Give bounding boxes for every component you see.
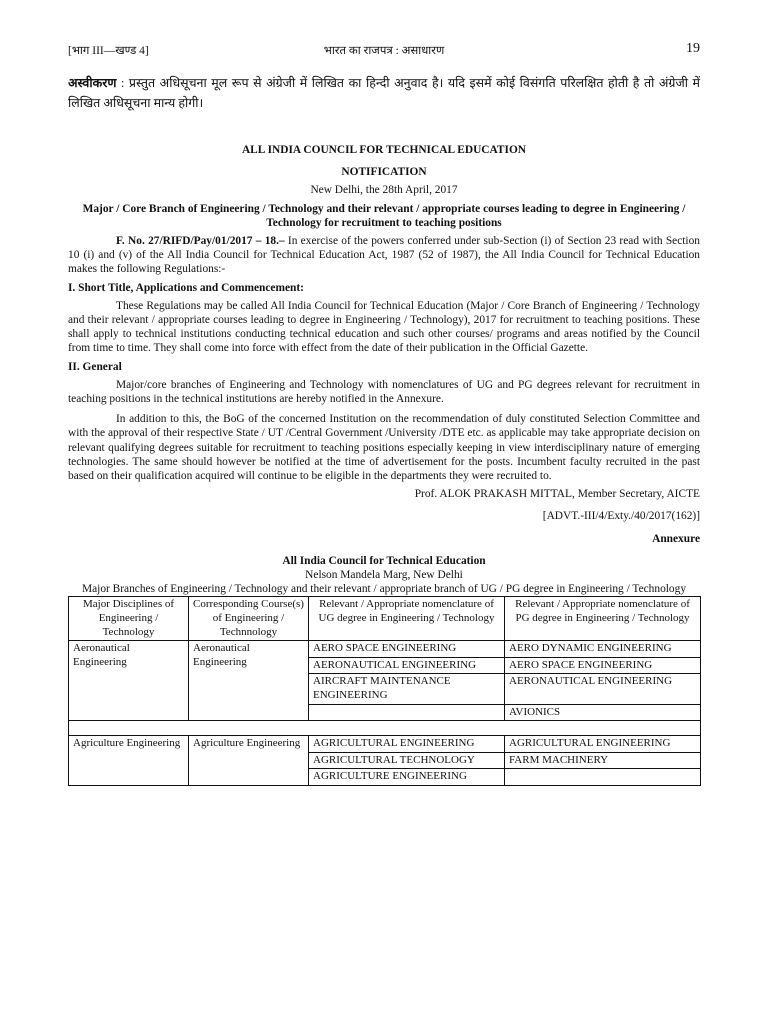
discipline-cell: Agriculture Engineering <box>69 736 189 786</box>
table-row <box>69 641 701 658</box>
page-number: 19 <box>686 41 700 56</box>
pg-cell: AERO DYNAMIC ENGINEERING <box>505 641 701 658</box>
course-cell: Aeronautical Engineering <box>189 641 309 721</box>
pg-cell: AERONAUTICAL ENGINEERING <box>505 674 701 704</box>
file-number: F. No. 27/RIFD/Pay/01/2017 – 18.– <box>116 235 285 248</box>
pg-cell: AERO SPACE ENGINEERING <box>505 657 701 674</box>
column-header: Relevant / Appropriate nomenclature of PG degree in Engineering / Technology <box>505 597 701 641</box>
section-2-heading: II. General <box>68 360 122 373</box>
section-1-heading: I. Short Title, Applications and Commencement: <box>68 281 304 294</box>
table-row <box>69 736 701 753</box>
org-heading: ALL INDIA COUNCIL FOR TECHNICAL EDUCATION <box>241 144 527 156</box>
section-1-text: These Regulations may be called All India Council for Technical Education (Major / Core Branch of Engineering / Technology and their relevant / appropriate courses leading to degree in Engineering / Technology), 2017 for recruitment to teaching positions. These shall apply to technical institutions conducting technical education and such other courses/ programs and areas notified by the Council from time to time. They shall come into force with effect from the date of their publication in the Official Gazette. <box>68 299 700 355</box>
annexure-label: Annexure <box>652 532 700 545</box>
column-header: Relevant / Appropriate nomenclature of UG degree in Engineering / Technology <box>309 597 505 641</box>
table-header-row <box>69 597 701 641</box>
preamble-text: In exercise of the powers conferred under sub-Section (i) of Section 23 read with Section 10 (i) and (v) of the All India Council for Technical Education Act, 1987 (52 of 1987), the All India Council for Technical Education makes the following Regulations:- <box>68 235 700 276</box>
pg-cell: AVIONICS <box>505 704 701 721</box>
signatory: Prof. ALOK PRAKASH MITTAL, Member Secretary, AICTE <box>414 488 700 501</box>
pg-cell: AGRICULTURAL ENGINEERING <box>505 736 701 753</box>
advt-number: [ADVT.-III/4/Exty./40/2017(162)] <box>542 510 700 523</box>
annexure-table <box>68 596 701 786</box>
ug-cell: AGRICULTURE ENGINEERING <box>309 769 505 786</box>
ug-cell: AERONAUTICAL ENGINEERING <box>309 657 505 674</box>
part-label: [भाग III—खण्ड 4] <box>68 45 149 57</box>
ug-cell: AIRCRAFT MAINTENANCE ENGINEERING <box>309 674 505 704</box>
date-line: New Delhi, the 28th April, 2017 <box>310 184 458 197</box>
discipline-cell: Aeronautical Engineering <box>69 641 189 721</box>
column-header: Major Disciplines of Engineering / Technology <box>69 597 189 641</box>
section-2-para-2: In addition to this, the BoG of the concerned Institution on the recommendation of duly constituted Selection Committee and with the approval of their respective State / UT /Central Government /University /DTE etc. as applicable may take appropriate decision on relevant qualifying degrees suitable for recruitment to teaching positions especially keeping in view interdisciplinary nature of emerging technologies. The same should however be notified at the time of advertisement for the posts. Incumbent faculty recruited in the past based on their qualification acquired will continue to be eligible in the departments they were recruited to. <box>68 413 700 483</box>
page-header <box>68 41 700 64</box>
disclaimer-label: अस्वीकरण <box>68 76 117 90</box>
column-header: Corresponding Course(s) of Engineering / Technnology <box>189 597 309 641</box>
annexure-org: All India Council for Technical Education <box>282 554 486 567</box>
pg-cell: FARM MACHINERY <box>505 752 701 769</box>
pg-cell <box>505 769 701 786</box>
gazette-title: भारत का राजपत्र : असाधारण <box>323 45 445 57</box>
section-2-para-1: Major/core branches of Engineering and Technology with nomenclatures of UG and PG degrees relevant for recruitment in teaching positions in the technical institutions are hereby notified in the Annexure. <box>68 378 700 406</box>
annexure-address: Nelson Mandela Marg, New Delhi <box>305 569 463 582</box>
course-cell: Agriculture Engineering <box>189 736 309 786</box>
ug-cell: AGRICULTURAL ENGINEERING <box>309 736 505 753</box>
subject-line: Major / Core Branch of Engineering / Technology and their relevant / appropriate courses leading to degree in Engineering / Technology for recruitment to teaching positions <box>82 202 686 229</box>
preamble-paragraph <box>68 234 700 277</box>
ug-cell <box>309 704 505 721</box>
notification-heading: NOTIFICATION <box>341 166 427 179</box>
ug-cell: AGRICULTURAL TECHNOLOGY <box>309 752 505 769</box>
notification-body <box>68 143 700 786</box>
ug-cell: AERO SPACE ENGINEERING <box>309 641 505 658</box>
disclaimer <box>68 73 700 113</box>
annexure-caption: Major Branches of Engineering / Technology and their relevant / appropriate branch of UG / PG degree in Engineering / Technology <box>81 583 687 596</box>
disclaimer-text: : प्रस्तुत अधिसूचना मूल रूप से अंग्रेजी में लिखित का हिन्दी अनुवाद है। यदि इसमें कोई विसंगति परिलक्षित होती है तो अंग्रेजी में लिखित अधिसूचना मान्य होगी। <box>68 76 700 110</box>
table-spacer <box>69 721 701 736</box>
